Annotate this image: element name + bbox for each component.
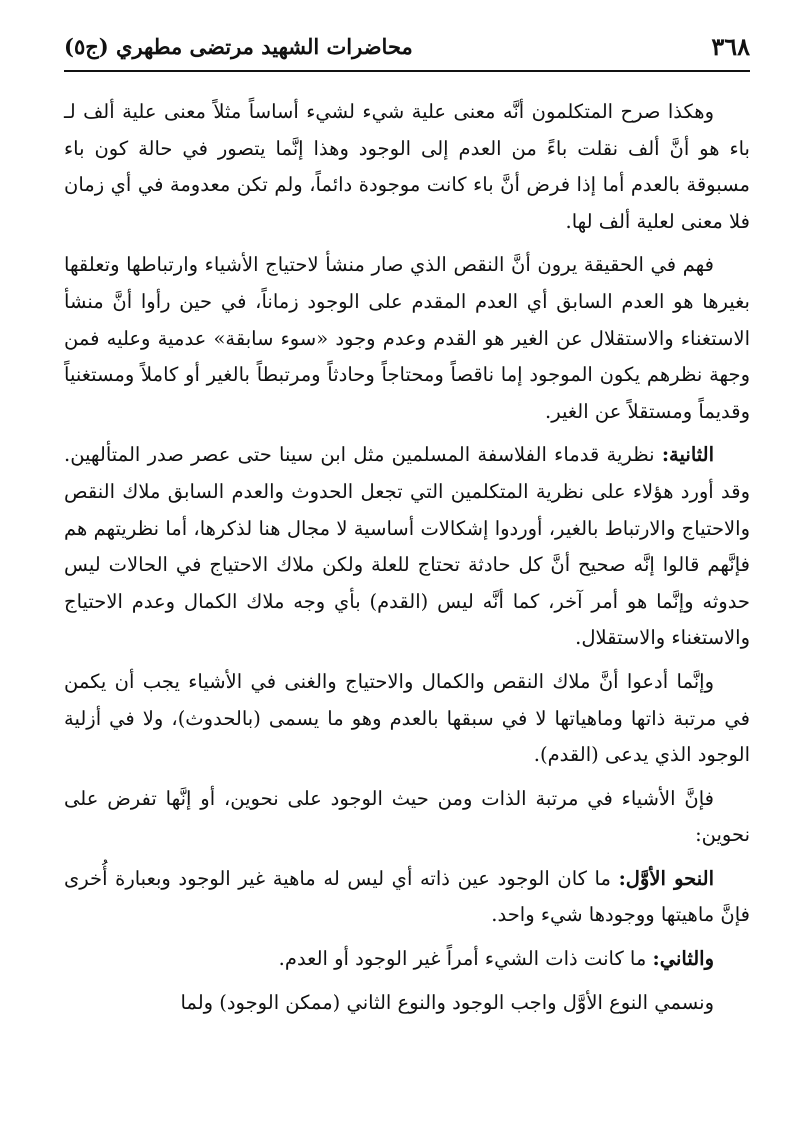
paragraph bbox=[64, 861, 750, 934]
paragraph-text: ما كان الوجود عين ذاته أي ليس له ماهية غير الوجود وبعبارة أُخرى فإنَّ ماهيتها ووجودها شيء واحد. bbox=[64, 866, 750, 927]
paragraph bbox=[64, 941, 750, 978]
paragraph bbox=[64, 664, 750, 774]
paragraph-text: وهكذا صرح المتكلمون أنَّه معنى علية شيء لشيء أساساً مثلاً معنى علية ألف لـ باء هو أنَّ ألف نقلت باءً من العدم إلى الوجود وهذا إنَّما يتصور في حالة كون باء مسبوقة بالعدم أما إذا فرض أنَّ باء كانت موجودة دائماً، ولم تكن معدومة في أي زمان فلا معنى لعلية ألف لها. bbox=[64, 100, 750, 233]
paragraph bbox=[64, 781, 750, 854]
page-header bbox=[64, 28, 750, 66]
paragraph-lead: النحو الأوَّل: bbox=[618, 866, 714, 890]
paragraph bbox=[64, 247, 750, 430]
paragraph-text: ونسمي النوع الأوَّل واجب الوجود والنوع الثاني (ممكن الوجود) ولما bbox=[180, 990, 714, 1014]
body-text bbox=[64, 94, 750, 1021]
paragraph-text: ما كانت ذات الشيء أمراً غير الوجود أو العدم. bbox=[278, 947, 653, 971]
book-page bbox=[64, 28, 750, 1028]
paragraph-lead: والثاني: bbox=[652, 947, 714, 971]
paragraph-lead: الثانية: bbox=[661, 443, 715, 467]
paragraph bbox=[64, 437, 750, 657]
paragraph bbox=[64, 94, 750, 240]
header-divider bbox=[64, 70, 750, 72]
paragraph-text: فهم في الحقيقة يرون أنَّ النقص الذي صار منشأ لاحتياج الأشياء وارتباطها وتعلقها بغيرها هو العدم السابق أي العدم المقدم على الوجود زماناً، في حين رأوا أنَّ منشأ الاستغناء والاستقلال عن الغير هو القدم وعدم وجود «سوء سابقة» عدمية وعليه فمن وجهة نظرهم يكون الموجود إما ناقصاً ومحتاجاً وحادثاً ومرتبطاً بالغير أو كاملاً ومستغنياً وقديماً ومستقلاً عن الغير. bbox=[64, 253, 750, 423]
running-title: محاضرات الشهيد مرتضى مطهري (ج٥) bbox=[64, 34, 413, 59]
paragraph bbox=[64, 985, 750, 1022]
paragraph-text: فإنَّ الأشياء في مرتبة الذات ومن حيث الوجود على نحوين، أو إنَّها تفرض على نحوين: bbox=[64, 786, 750, 847]
page-number: ٣٦٨ bbox=[711, 32, 750, 61]
paragraph-text: وإنَّما أدعوا أنَّ ملاك النقص والكمال والاحتياج والغنى في الأشياء يجب أن يكمن في مرتبة ذاتها وماهياتها لا في سبقها بالعدم وهو ما يسمى (بالحدوث)، ولا في أزلية الوجود الذي يدعى (القدم). bbox=[64, 669, 750, 767]
paragraph-text: نظرية قدماء الفلاسفة المسلمين مثل ابن سينا حتى عصر صدر المتألهين. وقد أورد هؤلاء على نظرية المتكلمين التي تجعل الحدوث والعدم السابق ملاك النقص والاحتياج والارتباط بالغير، أوردوا إشكالات أساسية لا مجال هنا لذكرها، أما نظريتهم هم فإنَّهم قالوا إنَّه صحيح أنَّ كل حادثة تحتاج للعلة ولكن ملاك الاحتياج في الحالات ليس حدوثه وإنَّما هو أمر آخر، كما أنَّه ليس (القدم) بأي وجه ملاك الكمال وعدم الاحتياج والاستغناء والاستقلال. bbox=[64, 443, 750, 650]
